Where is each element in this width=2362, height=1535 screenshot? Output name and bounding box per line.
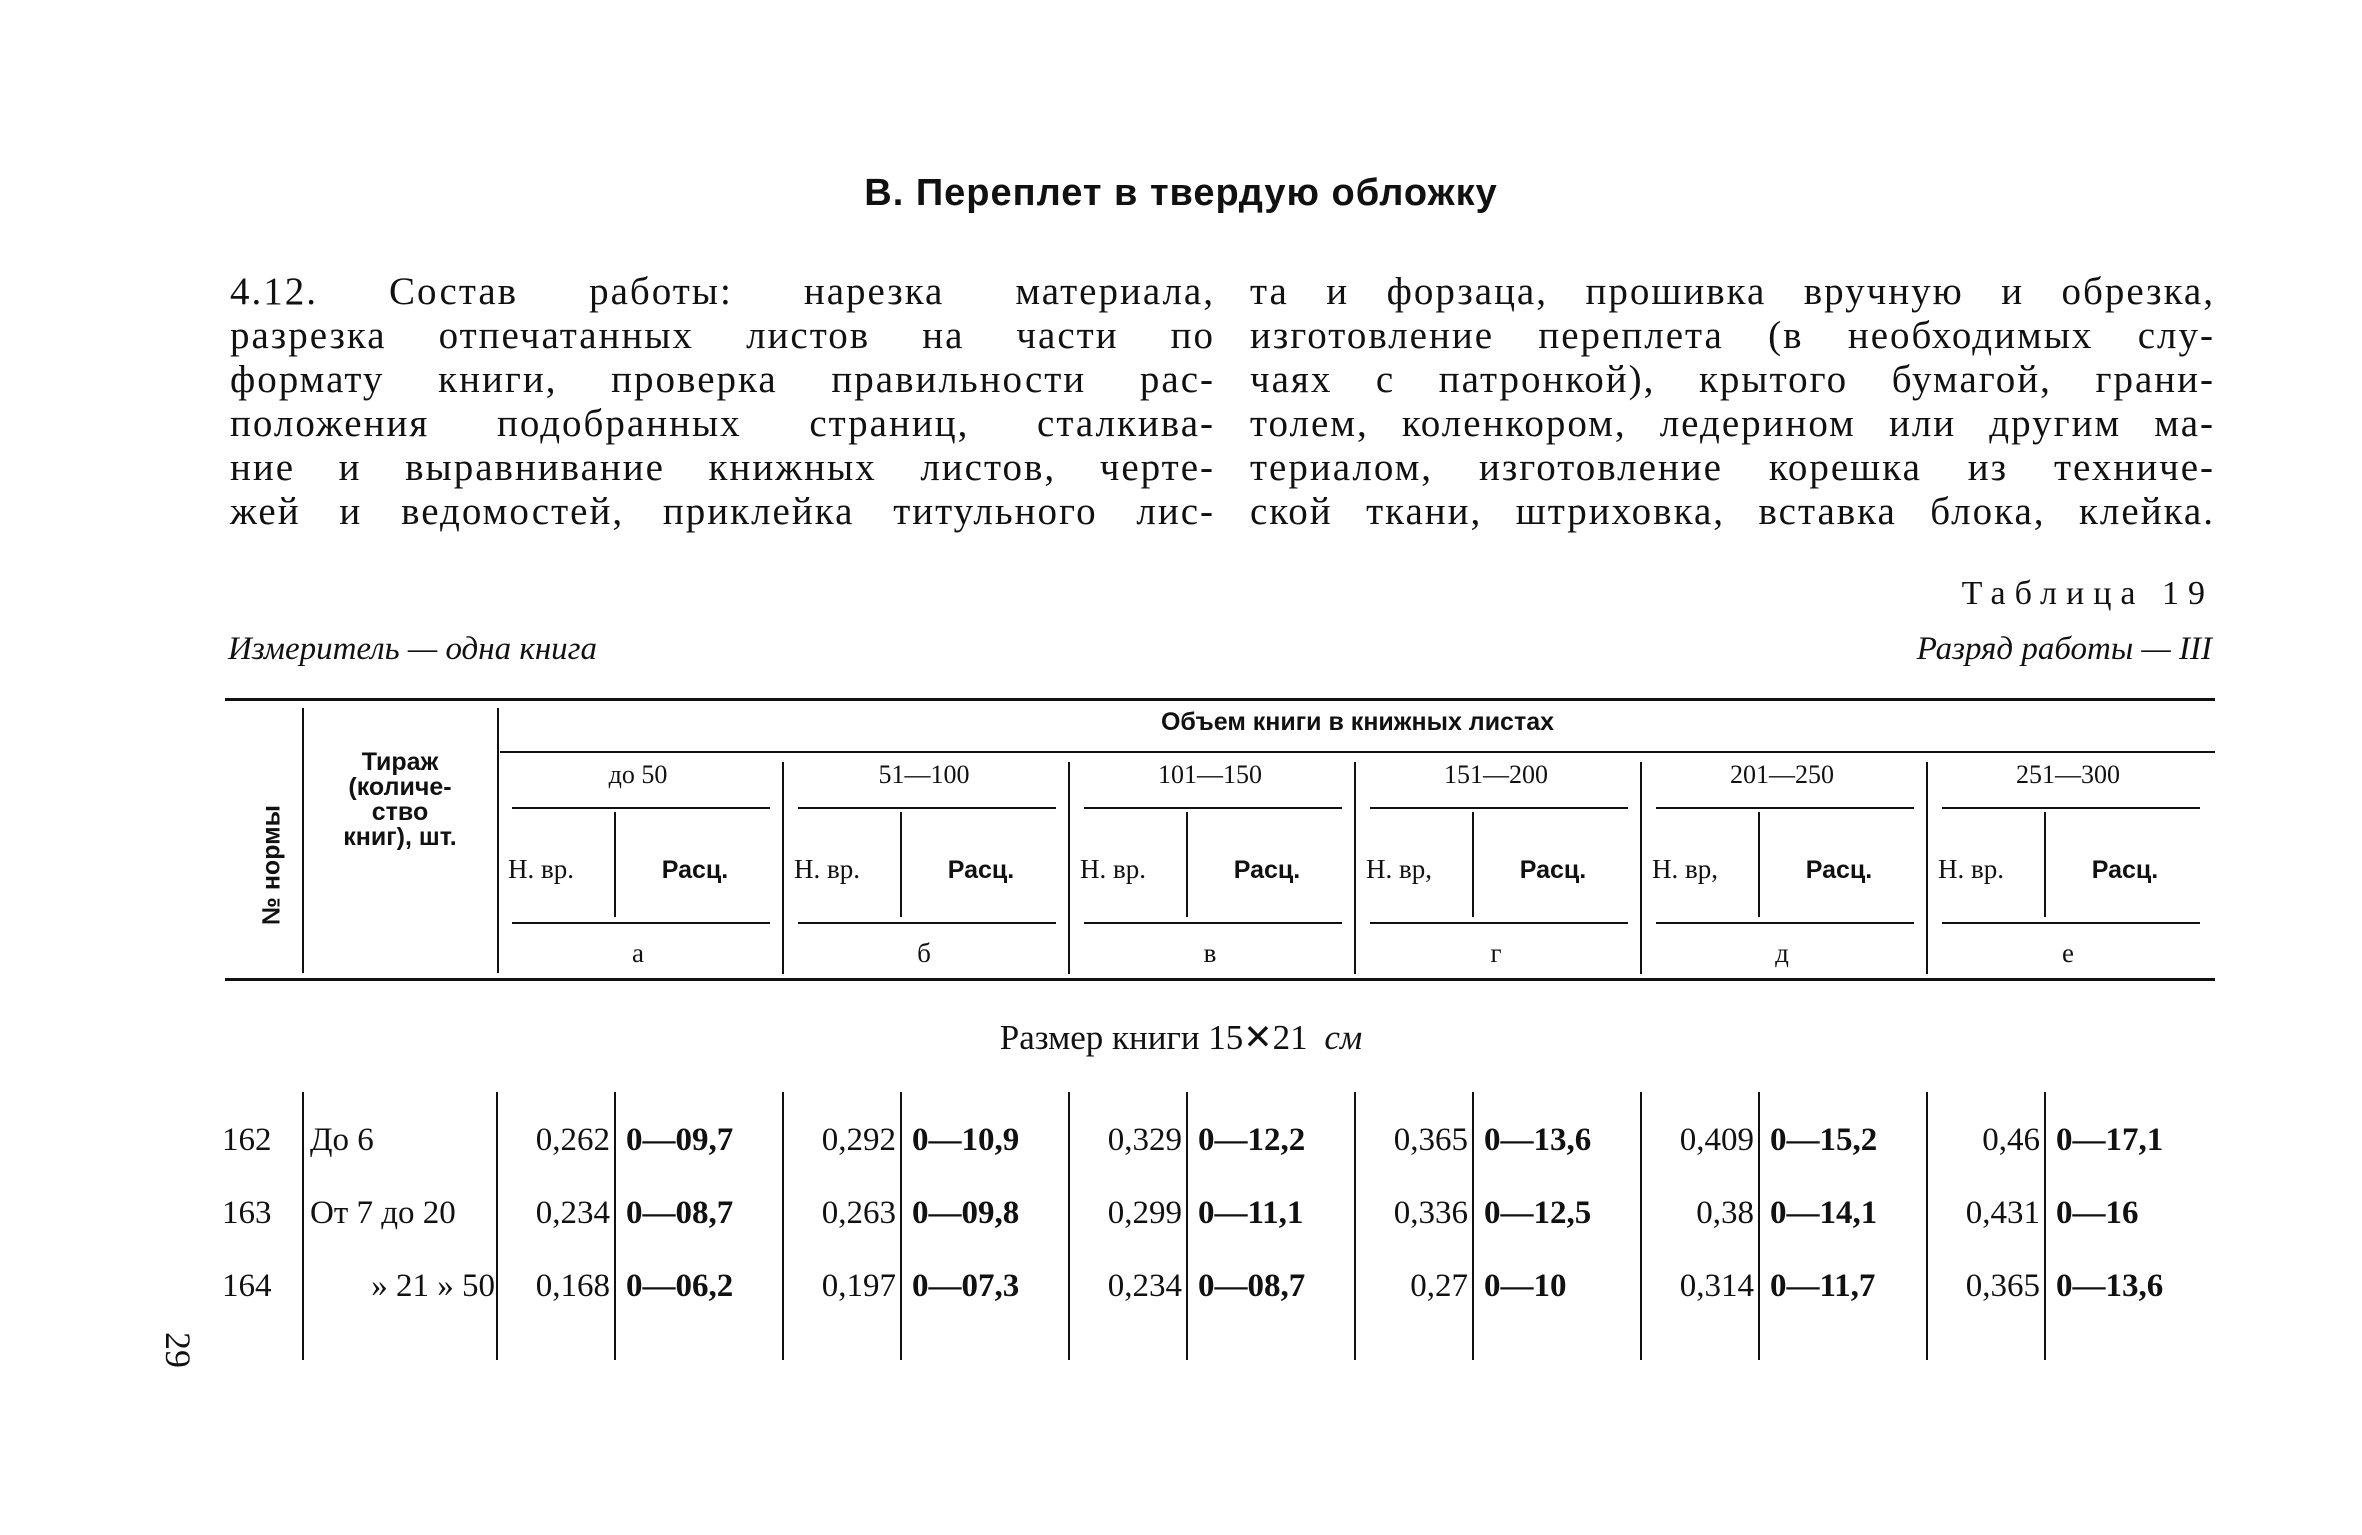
time-norm-header: Н. вр. [1080,854,1146,884]
group-rule [1656,922,1914,924]
time-norm-header: Н. вр, [1366,854,1432,884]
page-number-text: 29 [158,1332,198,1368]
body-col-separator [1068,1092,1070,1360]
work-rank: Разряд работы — III [1916,631,2212,667]
table-header-bottom-rule [225,978,2215,981]
time-norm-value: 0,409 [1679,1122,1754,1158]
group-rule [512,807,770,809]
price-value: 0—11,1 [1198,1195,1304,1231]
norm-number: 163 [222,1195,272,1231]
price-header: Расц. [1519,856,1587,884]
price-value: 0—08,7 [626,1195,734,1231]
group-range: 251—300 [2016,760,2120,789]
group-range: 51—100 [878,760,970,789]
group-rule [798,922,1056,924]
paragraph-line: формату книги, проверка правильности рас- [230,358,1215,401]
body-sub-separator [900,1092,902,1360]
volume-header: Объем книги в книжных листах [1160,708,1555,736]
group-separator [1926,762,1928,974]
body-sub-separator [614,1092,616,1360]
price-header: Расц. [661,856,729,884]
group-letter: г [1490,938,1502,968]
run-header-line: ство [371,798,429,826]
price-value: 0—17,1 [2056,1122,2164,1158]
col-separator [302,708,304,973]
group-letter: а [632,938,644,968]
paragraph-line: жей и ведомостей, приклейка титульного лис- [230,490,1215,533]
time-norm-header: Н. вр. [1938,854,2004,884]
price-value: 0—14,1 [1770,1195,1878,1231]
col-separator [497,708,499,973]
group-rule [1656,807,1914,809]
price-value: 0—09,7 [626,1122,734,1158]
paragraph-right-column [1250,270,2215,534]
run-range: » 21 » 50 [371,1268,495,1304]
group-separator [1640,762,1642,974]
paragraph-left-column [230,270,1215,534]
group-rule [1370,922,1628,924]
price-header: Расц. [1233,856,1301,884]
paragraph-line: териалом, изготовление корешка из техниче- [1250,446,2215,489]
time-norm-value: 0,365 [1393,1122,1468,1158]
norm-number: 164 [222,1268,272,1304]
group-letter: в [1203,938,1217,968]
group-rule [1084,807,1342,809]
group-rule [1084,922,1342,924]
price-value: 0—10,9 [912,1122,1020,1158]
run-header-line: Тираж [361,748,439,776]
run-range: До 6 [310,1122,374,1158]
price-header: Расц. [947,856,1015,884]
group-rule [798,807,1056,809]
group-rule [1942,807,2200,809]
group-separator [782,762,784,974]
run-header-line: книг), шт. [343,823,457,851]
paragraph-line: чаях с патронкой), крытого бумагой, грани- [1250,358,2215,401]
price-value: 0—13,6 [2056,1268,2164,1304]
price-header: Расц. [2091,856,2159,884]
body-col-separator [496,1092,498,1360]
body-sub-separator [1472,1092,1474,1360]
run-header-line: (количе- [348,773,452,801]
time-norm-value: 0,168 [535,1268,610,1304]
price-value: 0—06,2 [626,1268,734,1304]
time-norm-value: 0,299 [1107,1195,1182,1231]
group-letter: д [1775,938,1789,968]
size-caption-text: Размер книги 15✕21 [999,1018,1308,1057]
time-norm-value: 0,262 [535,1122,610,1158]
norm-number: 162 [222,1122,272,1158]
price-value: 0—09,8 [912,1195,1020,1231]
time-norm-value: 0,234 [1107,1268,1182,1304]
price-value: 0—16 [2056,1195,2139,1231]
table-number: Таблица 19 [1961,575,2214,612]
time-norm-header: Н. вр. [508,854,574,884]
group-rule [1942,922,2200,924]
time-norm-value: 0,314 [1679,1268,1754,1304]
body-col-separator [1926,1092,1928,1360]
table-top-rule [225,698,2215,701]
time-norm-value: 0,27 [1410,1268,1468,1304]
body-col-separator [1640,1092,1642,1360]
price-header: Расц. [1805,856,1873,884]
time-norm-value: 0,197 [821,1268,896,1304]
time-norm-value: 0,329 [1107,1122,1182,1158]
time-norm-header: Н. вр, [1652,854,1718,884]
group-letter: е [2062,938,2074,968]
time-norm-value: 0,431 [1965,1195,2040,1231]
page-number [148,1325,208,1375]
time-norm-header: Н. вр. [794,854,860,884]
group-range: до 50 [608,760,668,789]
price-value: 0—15,2 [1770,1122,1878,1158]
group-separator [1354,762,1356,974]
paragraph-line: ской ткани, штриховка, вставка блока, клейка. [1250,490,2215,533]
norm-number-header [252,795,292,935]
time-norm-value: 0,234 [535,1195,610,1231]
group-letter: б [917,938,931,968]
size-caption-unit: см [1324,1018,1363,1057]
body-sub-separator [1186,1092,1188,1360]
body-sub-separator [2044,1092,2046,1360]
paragraph-line: положения подобранных страниц, сталкива- [230,402,1215,445]
group-separator [1068,762,1070,974]
body-sub-separator [1758,1092,1760,1360]
time-norm-value: 0,292 [821,1122,896,1158]
time-norm-value: 0,263 [821,1195,896,1231]
paragraph-line: толем, коленкором, ледерином или другим ма- [1250,402,2215,445]
price-value: 0—11,7 [1770,1268,1876,1304]
body-col-separator [782,1092,784,1360]
section-heading: В. Переплет в твердую обложку [864,172,1498,214]
paragraph-line: 4.12. Состав работы: нарезка материала, [230,270,1215,313]
time-norm-value: 0,365 [1965,1268,2040,1304]
group-range: 101—150 [1158,760,1262,789]
time-norm-value: 0,38 [1696,1195,1754,1231]
size-caption [0,1018,2362,1058]
price-value: 0—08,7 [1198,1268,1306,1304]
time-norm-value: 0,336 [1393,1195,1468,1231]
run-header [310,750,490,850]
body-col-separator [302,1092,304,1360]
price-value: 0—10 [1484,1268,1567,1304]
price-value: 0—12,2 [1198,1122,1306,1158]
paragraph-line: ние и выравнивание книжных листов, черте- [230,446,1215,489]
group-rule [512,922,770,924]
paragraph-line: разрезка отпечатанных листов на части по [230,314,1215,357]
group-rule [1370,807,1628,809]
group-range: 151—200 [1444,760,1548,789]
paragraph-line: та и форзаца, прошивка вручную и обрезка, [1250,270,2215,313]
paragraph-line: изготовление переплета (в необходимых слу- [1250,314,2215,357]
price-value: 0—13,6 [1484,1122,1592,1158]
body-col-separator [1354,1092,1356,1360]
time-norm-value: 0,46 [1982,1122,2040,1158]
price-value: 0—12,5 [1484,1195,1592,1231]
norm-number-label: № нормы [257,805,286,925]
group-range: 201—250 [1730,760,1834,789]
measure-unit: Измеритель — одна книга [228,631,598,667]
price-value: 0—07,3 [912,1268,1020,1304]
volume-header-rule [500,751,2215,753]
run-range: От 7 до 20 [310,1195,456,1231]
